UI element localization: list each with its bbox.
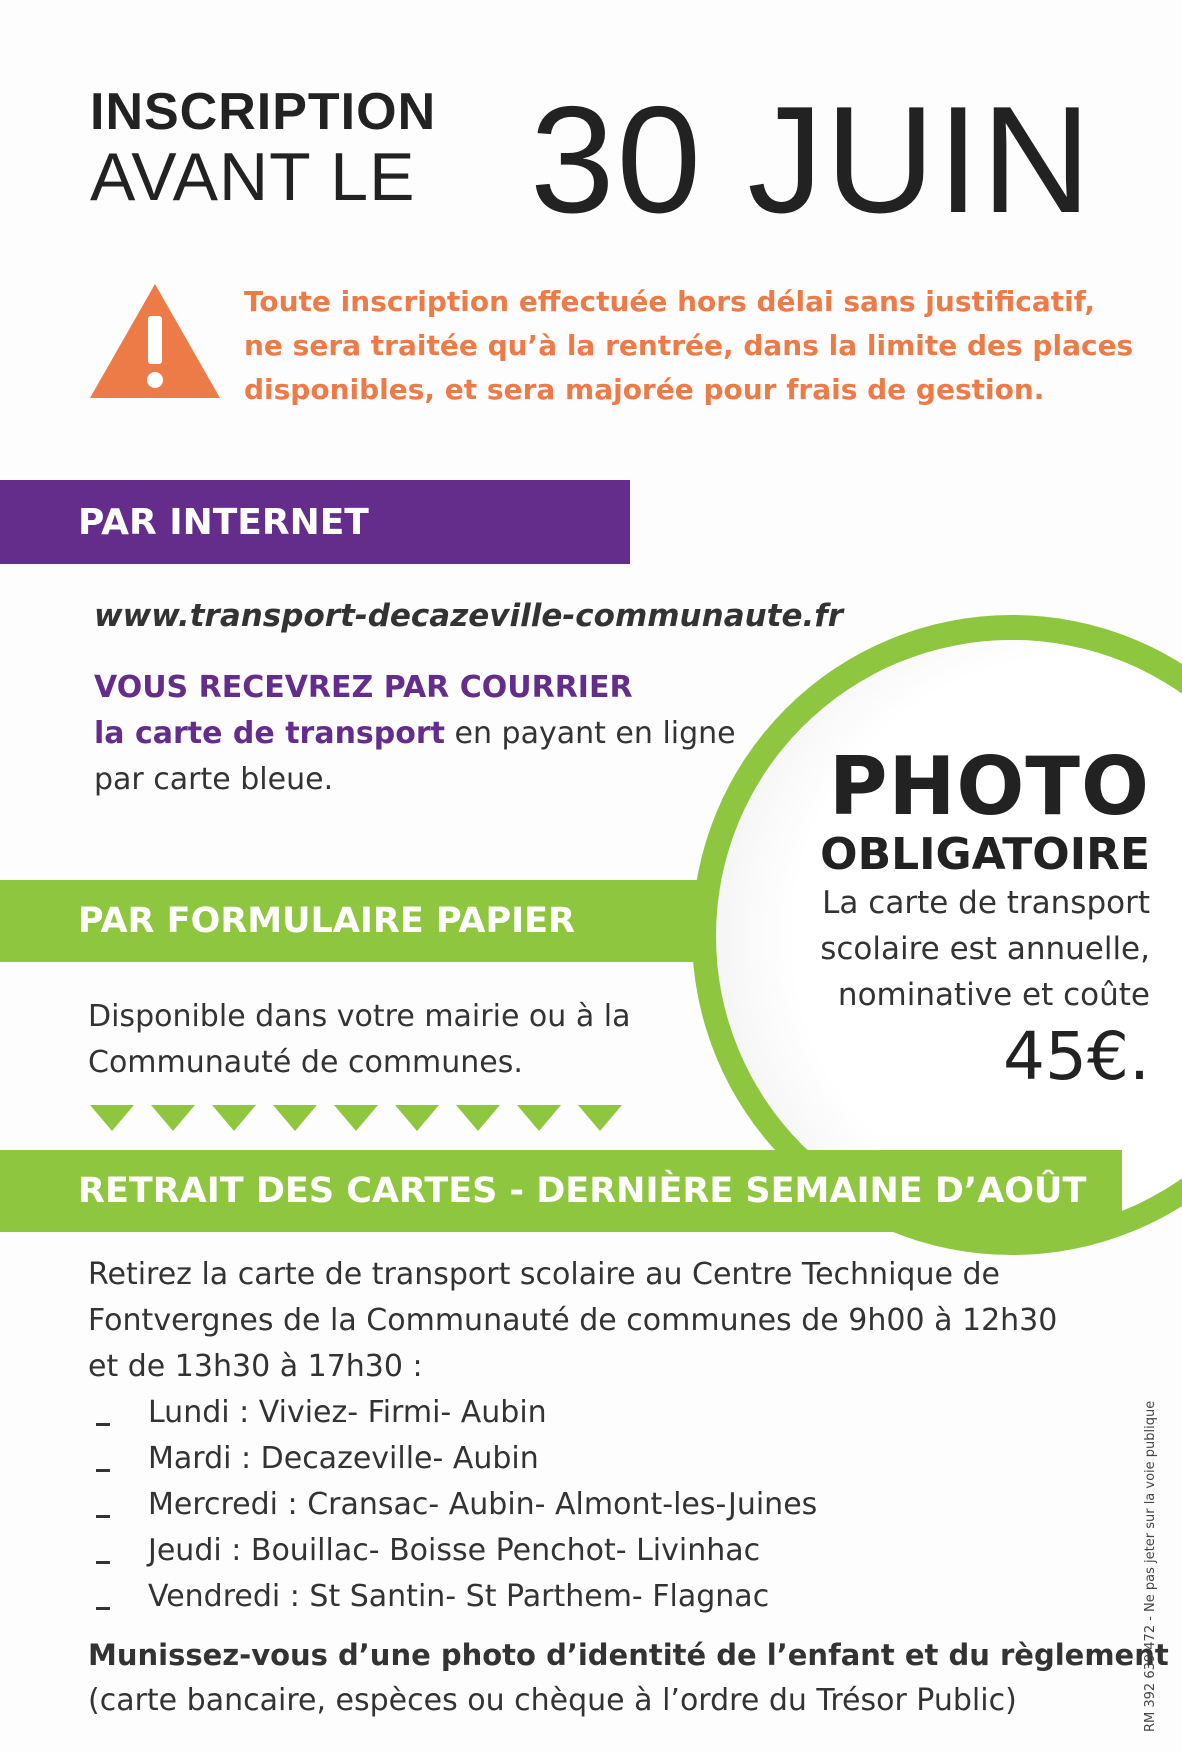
papier-heading-band bbox=[0, 880, 780, 962]
triangle-icon bbox=[395, 1105, 439, 1131]
triangle-icon bbox=[273, 1105, 317, 1131]
carte-bold: la carte de transport bbox=[94, 716, 446, 751]
papier-line-1: Disponible dans votre mairie ou à la bbox=[88, 999, 631, 1034]
list-dash bbox=[96, 1515, 110, 1518]
papier-line-2: Communauté de communes. bbox=[88, 1045, 523, 1080]
papier-body bbox=[88, 994, 630, 1086]
list-dash bbox=[96, 1423, 110, 1426]
list-dash bbox=[96, 1469, 110, 1472]
warning-triangle-icon bbox=[88, 282, 222, 404]
website-url: www.transport-decazeville-communaute.fr bbox=[94, 598, 844, 634]
warning-line-3: disponibles, et sera majorée pour frais de gestion. bbox=[244, 373, 1045, 406]
list-dash bbox=[96, 1607, 110, 1610]
courrier-text: VOUS RECEVREZ PAR COURRIER bbox=[94, 670, 633, 705]
retrait-heading-band bbox=[0, 1150, 1122, 1232]
photo-line-1: La carte de transport bbox=[822, 885, 1150, 921]
list-item: Mercredi : Cransac- Aubin- Almont-les-Juines bbox=[148, 1487, 818, 1522]
header-avant-le: AVANT LE bbox=[90, 139, 416, 215]
warning-line-2: ne sera traitée qu’à la rentrée, dans la limite des places bbox=[244, 329, 1134, 362]
carte-line bbox=[94, 711, 736, 757]
photo-block bbox=[760, 740, 1150, 1095]
retrait-intro bbox=[88, 1252, 1057, 1390]
price: 45€. bbox=[1003, 1018, 1150, 1095]
warning-text bbox=[244, 280, 1133, 412]
triangle-icon bbox=[212, 1105, 256, 1131]
footer-normal: (carte bancaire, espèces ou chèque à l’ordre du Trésor Public) bbox=[88, 1683, 1017, 1718]
header-date: 30 JUIN bbox=[530, 75, 1094, 245]
triangle-icon bbox=[90, 1105, 134, 1131]
list-dash bbox=[96, 1561, 110, 1564]
retrait-heading: RETRAIT DES CARTES - DERNIÈRE SEMAINE D’AOÛT bbox=[78, 1171, 1087, 1211]
retrait-intro-3: et de 13h30 à 17h30 : bbox=[88, 1349, 423, 1384]
list-item: Mardi : Decazeville- Aubin bbox=[148, 1441, 539, 1476]
legal-side-note: RM 392 639 472 - Ne pas jeter sur la voie publique bbox=[1143, 1400, 1158, 1732]
internet-heading: PAR INTERNET bbox=[78, 501, 369, 543]
photo-title: PHOTO bbox=[828, 740, 1150, 833]
carte-bleue-line: par carte bleue. bbox=[94, 762, 334, 797]
days-list bbox=[148, 1390, 817, 1620]
warning-line-1: Toute inscription effectuée hors délai sans justificatif, bbox=[244, 285, 1095, 318]
header-inscription: INSCRIPTION bbox=[90, 83, 437, 141]
triangle-icon bbox=[456, 1105, 500, 1131]
photo-line-3: nominative et coûte bbox=[837, 977, 1150, 1013]
triangle-icon bbox=[334, 1105, 378, 1131]
photo-subtitle: OBLIGATOIRE bbox=[820, 829, 1150, 880]
carte-rest: en payant en ligne bbox=[445, 716, 736, 751]
triangle-icon bbox=[151, 1105, 195, 1131]
list-item: Lundi : Viviez- Firmi- Aubin bbox=[148, 1395, 547, 1430]
triangle-icon bbox=[517, 1105, 561, 1131]
papier-heading: PAR FORMULAIRE PAPIER bbox=[78, 901, 576, 941]
photo-line-2: scolaire est annuelle, bbox=[820, 931, 1150, 967]
internet-body bbox=[94, 665, 736, 803]
retrait-footer bbox=[88, 1632, 1169, 1724]
retrait-intro-1: Retirez la carte de transport scolaire au Centre Technique de bbox=[88, 1257, 1000, 1292]
retrait-intro-2: Fontvergnes de la Communauté de communes de 9h00 à 12h30 bbox=[88, 1303, 1058, 1338]
triangle-icon bbox=[578, 1105, 622, 1131]
list-item: Vendredi : St Santin- St Parthem- Flagnac bbox=[148, 1579, 770, 1614]
internet-heading-band bbox=[0, 480, 630, 564]
list-item: Jeudi : Bouillac- Boisse Penchot- Livinhac bbox=[148, 1533, 761, 1568]
footer-bold: Munissez-vous d’une photo d’identité de l’enfant et du règlement bbox=[88, 1638, 1169, 1672]
